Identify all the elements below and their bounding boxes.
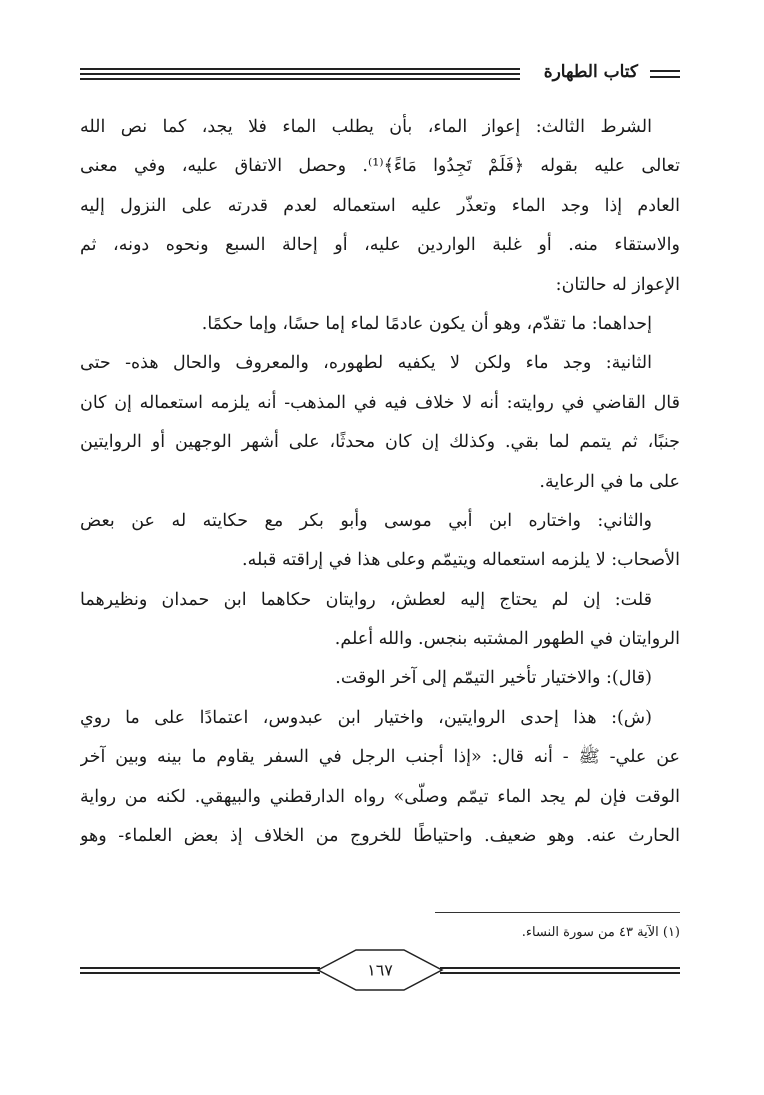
text-line: الشرط الثالث: إعواز الماء، بأن يطلب الماء فلا يجد، كما نص الله (80, 117, 652, 137)
text-line: جنبًا، ثم يتمم لما بقي. وكذلك إن كان محدثًا، على أشهر الوجهين أو الروايتين (80, 432, 680, 453)
text-line: (ش): هذا إحدى الروايتين، واختيار ابن عبدوس، اعتمادًا على ما روي (80, 707, 652, 728)
text-line: قلت: إن لم يحتاج إليه لعطش، روايتان حكاهما ابن حمدان ونظيرهما (80, 589, 652, 610)
text-line: العادم إذا وجد الماء وتعذّر عليه استعماله لعدم قدرته على النزول إليه (80, 195, 680, 216)
text-line: الوقت فإن لم يجد الماء تيمّم وصلّى» رواه الدارقطني والبيهقي. لكنه من رواية (80, 786, 680, 807)
text-line: إحداهما: ما تقدّم، وهو أن يكون عادمًا لماء إما حسًا، وإما حكمًا. (201, 313, 652, 334)
text-line: عن علي- ﷺ - أنه قال: «إذا أجنب الرجل في السفر يقاوم ما بينه وبين آخر (80, 747, 680, 768)
page-body (80, 108, 680, 856)
text-line: تعالى عليه بقوله ﴿فَلَمْ تَجِدُوا مَاءً﴾⁽¹⁾. وحصل الاتفاق عليه، وفي معنى (80, 156, 680, 177)
footnote-separator (435, 912, 680, 913)
text-line: (قال): والاختيار تأخير التيمّم إلى آخر الوقت. (335, 668, 652, 689)
header-ornament (650, 70, 680, 78)
footer-rule (440, 972, 680, 974)
footer-rule (440, 967, 680, 969)
text-line: والاستقاء منه. أو غلبة الواردين عليه، أو إحالة السبع ونحوه دونه، ثم (80, 235, 680, 256)
text-line: الثانية: وجد ماء ولكن لا يكفيه لطهوره، والمعروف والحال هذه- حتى (80, 353, 652, 374)
text-line: الإعواز له حالتان: (555, 274, 680, 295)
footer-rule (80, 967, 320, 969)
chapter-title: كتاب الطهارة (543, 62, 638, 82)
header-rule (80, 73, 520, 75)
text-line: والثاني: واختاره ابن أبي موسى وأبو بكر مع حكايته له عن بعض (80, 510, 652, 531)
text-line: على ما في الرعاية. (539, 471, 680, 492)
text-line: قال القاضي في روايته: أنه لا خلاف فيه في المذهب- أنه يلزمه استعماله إن كان (80, 392, 680, 413)
page-footer (80, 948, 680, 992)
text-line: الأصحاب: لا يلزمه استعماله ويتيمّم وعلى هذا في إراقته قبله. (242, 550, 680, 571)
text-line: الروايتان في الطهور المشتبه بنجس. والله أعلم. (334, 629, 680, 650)
page-number: ١٦٧ (367, 960, 393, 980)
footer-rule (80, 972, 320, 974)
footnote: (١) الآية ٤٣ من سورة النساء. (521, 925, 680, 940)
header-rule (80, 68, 520, 70)
text-line: الحارث عنه. وهو ضعيف. واحتياطًا للخروج من الخلاف إذ بعض العلماء- وهو (80, 826, 680, 847)
header-rule (80, 78, 520, 80)
running-header (80, 60, 680, 90)
